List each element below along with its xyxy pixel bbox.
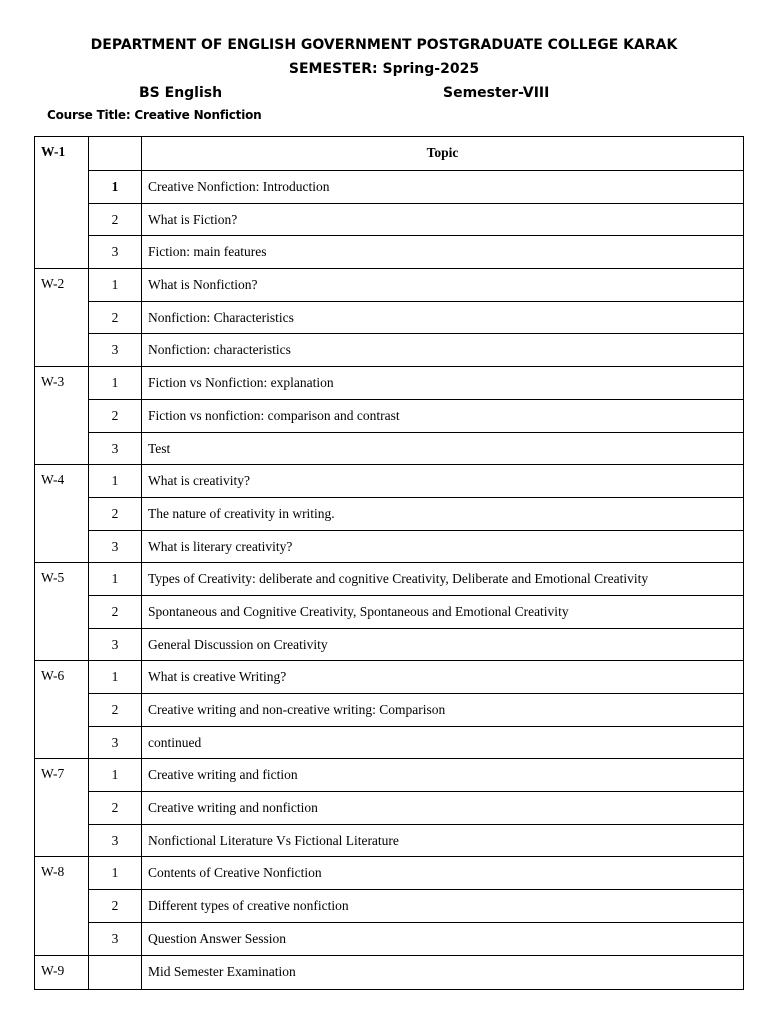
- lecture-number: 3: [89, 334, 142, 367]
- course-schedule-table: [34, 136, 744, 990]
- lecture-number: 3: [89, 922, 142, 955]
- table-row: [35, 694, 744, 727]
- topic-cell: Mid Semester Examination: [142, 955, 744, 989]
- table-row: [35, 334, 744, 367]
- table-row: [35, 530, 744, 563]
- table-row: [35, 203, 744, 236]
- table-row: [35, 269, 744, 302]
- lecture-number: 2: [89, 301, 142, 334]
- topic-cell: Fiction vs Nonfiction: explanation: [142, 367, 744, 400]
- lecture-number: 2: [89, 497, 142, 530]
- table-row: [35, 367, 744, 400]
- lecture-number: 2: [89, 399, 142, 432]
- topic-cell: continued: [142, 726, 744, 759]
- week-label: W-8: [35, 857, 89, 955]
- lecture-number: 1: [89, 563, 142, 596]
- topic-cell: Nonfiction: characteristics: [142, 334, 744, 367]
- topic-column-header: Topic: [142, 137, 744, 171]
- table-row: [35, 595, 744, 628]
- topic-cell: Types of Creativity: deliberate and cognitive Creativity, Deliberate and Emotional Creativity: [142, 563, 744, 596]
- lecture-number: 2: [89, 203, 142, 236]
- topic-cell: Different types of creative nonfiction: [142, 890, 744, 923]
- lecture-number: 1: [89, 171, 142, 204]
- table-row: [35, 465, 744, 498]
- table-row: [35, 824, 744, 857]
- topic-cell: Nonfiction: Characteristics: [142, 301, 744, 334]
- lecture-number: 2: [89, 792, 142, 825]
- lecture-number: 3: [89, 824, 142, 857]
- week-label: W-3: [35, 367, 89, 465]
- lecture-number: 2: [89, 890, 142, 923]
- topic-cell: Creative writing and fiction: [142, 759, 744, 792]
- table-row: [35, 759, 744, 792]
- table-row: [35, 497, 744, 530]
- lecture-number: 3: [89, 432, 142, 465]
- week-label: W-2: [35, 269, 89, 367]
- program-label: BS English: [139, 85, 223, 101]
- week-label: W-4: [35, 465, 89, 563]
- topic-cell: Nonfictional Literature Vs Fictional Literature: [142, 824, 744, 857]
- topic-cell: Spontaneous and Cognitive Creativity, Spontaneous and Emotional Creativity: [142, 595, 744, 628]
- course-title: Course Title: Creative Nonfiction: [47, 108, 262, 122]
- week-label: W-6: [35, 661, 89, 759]
- topic-cell: Test: [142, 432, 744, 465]
- lecture-number: 1: [89, 857, 142, 890]
- lecture-number: 3: [89, 628, 142, 661]
- topic-cell: Creative writing and non-creative writing: Comparison: [142, 694, 744, 727]
- topic-cell: What is Fiction?: [142, 203, 744, 236]
- topic-cell: The nature of creativity in writing.: [142, 497, 744, 530]
- topic-cell: What is Nonfiction?: [142, 269, 744, 302]
- lecture-number: 3: [89, 726, 142, 759]
- topic-cell: What is creative Writing?: [142, 661, 744, 694]
- semester-title: SEMESTER: Spring-2025: [288, 61, 480, 77]
- topic-cell: Contents of Creative Nonfiction: [142, 857, 744, 890]
- table-row: [35, 171, 744, 204]
- table-row: [35, 955, 744, 989]
- lecture-number: 1: [89, 759, 142, 792]
- lecture-number: 2: [89, 595, 142, 628]
- lecture-number: 1: [89, 367, 142, 400]
- lecture-number: [89, 955, 142, 989]
- topic-cell: What is creativity?: [142, 465, 744, 498]
- topic-cell: Fiction vs nonfiction: comparison and contrast: [142, 399, 744, 432]
- topic-cell: Creative writing and nonfiction: [142, 792, 744, 825]
- department-title: DEPARTMENT OF ENGLISH GOVERNMENT POSTGRADUATE COLLEGE KARAK: [90, 37, 678, 53]
- header-blank-cell: [89, 137, 142, 171]
- table-row: [35, 792, 744, 825]
- table-row: [35, 628, 744, 661]
- lecture-number: 1: [89, 661, 142, 694]
- lecture-number: 2: [89, 694, 142, 727]
- topic-cell: Question Answer Session: [142, 922, 744, 955]
- semester-label: Semester-VIII: [443, 85, 550, 101]
- table-row: [35, 236, 744, 269]
- table-row: [35, 301, 744, 334]
- lecture-number: 3: [89, 530, 142, 563]
- topic-cell: Creative Nonfiction: Introduction: [142, 171, 744, 204]
- table-row: [35, 922, 744, 955]
- topic-cell: General Discussion on Creativity: [142, 628, 744, 661]
- lecture-number: 3: [89, 236, 142, 269]
- table-row: [35, 661, 744, 694]
- table-row: [35, 399, 744, 432]
- table-row: [35, 726, 744, 759]
- lecture-number: 1: [89, 269, 142, 302]
- topic-cell: What is literary creativity?: [142, 530, 744, 563]
- table-header-row: [35, 137, 744, 171]
- table-row: [35, 432, 744, 465]
- table-row: [35, 890, 744, 923]
- week-label: W-9: [35, 955, 89, 989]
- topic-cell: Fiction: main features: [142, 236, 744, 269]
- lecture-number: 1: [89, 465, 142, 498]
- week-label: W-7: [35, 759, 89, 857]
- week-label: W-1: [35, 137, 89, 269]
- table-row: [35, 857, 744, 890]
- week-label: W-5: [35, 563, 89, 661]
- table-row: [35, 563, 744, 596]
